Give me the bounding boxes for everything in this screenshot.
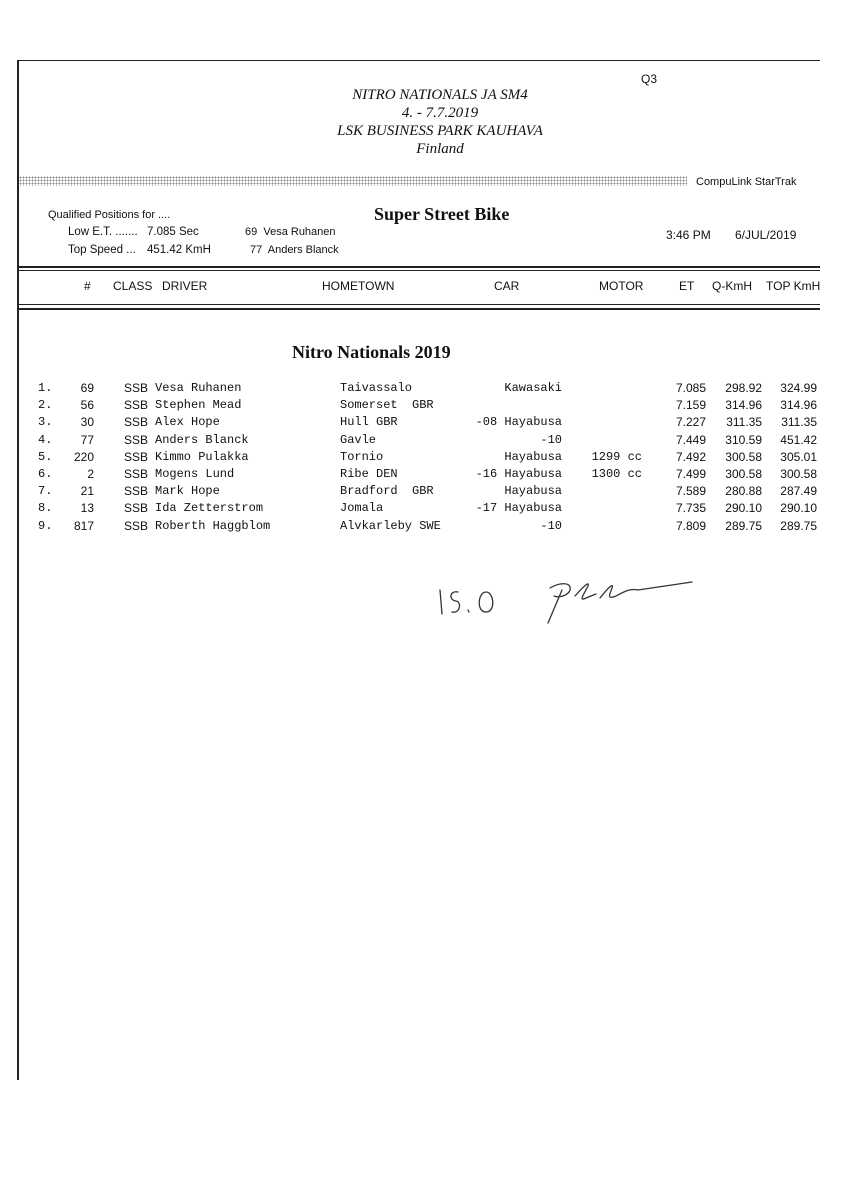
cell-q-kmh: 298.92 <box>725 381 762 395</box>
cell-top-kmh: 290.10 <box>780 501 817 516</box>
top-speed-driver: 77 Anders Blanck <box>250 244 339 256</box>
table-row <box>0 415 848 432</box>
cell-top-kmh: 300.58 <box>780 467 817 481</box>
col-header-car: CAR <box>494 279 520 293</box>
cell-driver: Kimmo Pulakka <box>155 449 249 464</box>
low-et-value: 7.085 Sec <box>147 226 199 238</box>
cell-number: 817 <box>73 518 94 533</box>
cell-class: SSB <box>124 432 149 447</box>
cell-et: 7.492 <box>675 449 706 464</box>
brand-label: CompuLink StarTrak <box>696 176 797 188</box>
cell-hometown: Alvkarleby SWE <box>340 518 441 533</box>
cell-number: 30 <box>80 415 94 430</box>
cell-class: SSB <box>124 501 149 516</box>
col-header-driver: DRIVER <box>162 279 208 293</box>
cell-hometown: Tornio <box>340 449 384 464</box>
cell-q-kmh: 314.96 <box>725 398 762 413</box>
cell-hometown: Gavle <box>340 432 377 447</box>
cell-hometown: Bradford GBR <box>340 484 434 499</box>
cell-number: 21 <box>80 484 94 499</box>
cell-et: 7.589 <box>675 484 706 499</box>
cell-class: SSB <box>124 467 149 481</box>
col-header-num: # <box>84 279 91 293</box>
report-time: 3:46 PM <box>666 228 711 242</box>
cell-car: -16 Hayabusa <box>475 467 562 481</box>
cell-position: 9. <box>38 518 53 533</box>
cell-motor: 1299 cc <box>591 449 642 464</box>
cell-driver: Anders Blanck <box>155 432 249 447</box>
top-speed-value: 451.42 KmH <box>147 244 211 256</box>
dotted-separator <box>19 176 687 186</box>
table-header-top-line-2 <box>19 270 820 271</box>
cell-et: 7.449 <box>675 432 706 447</box>
col-header-et: ET <box>679 279 695 293</box>
cell-number: 13 <box>80 501 94 516</box>
cell-top-kmh: 451.42 <box>780 432 817 447</box>
cell-top-kmh: 314.96 <box>780 398 817 413</box>
cell-class: SSB <box>124 449 149 464</box>
cell-motor: 1300 cc <box>591 467 642 481</box>
cell-car: -08 Hayabusa <box>475 415 562 430</box>
cell-driver: Roberth Haggblom <box>155 518 271 533</box>
event-country: Finland <box>416 141 464 157</box>
cell-position: 6. <box>38 467 53 481</box>
col-header-hometown: HOMETOWN <box>322 279 395 293</box>
handwritten-note: 19.50 <box>430 616 433 617</box>
cell-driver: Mogens Lund <box>155 467 235 481</box>
table-header-bottom-line <box>19 304 820 305</box>
cell-position: 8. <box>38 501 53 516</box>
cell-class: SSB <box>124 381 149 395</box>
cell-number: 220 <box>73 449 94 464</box>
cell-position: 2. <box>38 398 53 413</box>
event-venue: LSK BUSINESS PARK KAUHAVA <box>337 123 543 139</box>
cell-driver: Stephen Mead <box>155 398 242 413</box>
cell-top-kmh: 324.99 <box>780 381 817 395</box>
top-border-line <box>19 60 820 61</box>
cell-hometown: Hull GBR <box>340 415 398 430</box>
cell-q-kmh: 300.58 <box>725 449 762 464</box>
cell-car: Hayabusa <box>504 449 562 464</box>
cell-car: Kawasaki <box>504 381 562 395</box>
cell-hometown: Ribe DEN <box>340 467 398 481</box>
cell-q-kmh: 311.35 <box>726 415 762 430</box>
left-border-line <box>17 60 19 1080</box>
cell-position: 3. <box>38 415 53 430</box>
table-row <box>0 484 848 501</box>
cell-driver: Mark Hope <box>155 484 220 499</box>
cell-position: 1. <box>38 381 53 395</box>
cell-hometown: Jomala <box>340 501 384 516</box>
cell-et: 7.735 <box>675 501 706 516</box>
table-row <box>0 467 848 484</box>
cell-et: 7.085 <box>675 381 706 395</box>
cell-class: SSB <box>124 518 149 533</box>
cell-top-kmh: 289.75 <box>780 518 817 533</box>
cell-top-kmh: 287.49 <box>780 484 817 499</box>
cell-et: 7.809 <box>675 518 706 533</box>
table-row <box>0 381 848 398</box>
col-header-qkmh: Q-KmH <box>712 279 752 293</box>
col-header-motor: MOTOR <box>599 279 644 293</box>
table-row <box>0 501 848 518</box>
cell-class: SSB <box>124 484 149 499</box>
cell-hometown: Taivassalo <box>340 381 413 395</box>
cell-driver: Ida Zetterstrom <box>155 501 264 516</box>
qualified-label: Qualified Positions for .... <box>48 209 171 221</box>
cell-et: 7.499 <box>675 467 706 481</box>
table-row <box>0 398 848 415</box>
cell-car: -10 <box>540 432 562 447</box>
cell-position: 4. <box>38 432 53 447</box>
report-date: 6/JUL/2019 <box>735 228 797 242</box>
cell-position: 5. <box>38 449 53 464</box>
cell-top-kmh: 311.35 <box>781 415 817 430</box>
low-et-driver: 69 Vesa Ruhanen <box>245 226 336 238</box>
cell-number: 2 <box>87 467 94 481</box>
event-title: NITRO NATIONALS JA SM4 <box>352 87 528 103</box>
section-title: Nitro Nationals 2019 <box>292 342 451 362</box>
cell-q-kmh: 300.58 <box>725 467 762 481</box>
cell-hometown: Somerset GBR <box>340 398 434 413</box>
top-speed-label: Top Speed ... <box>68 244 136 256</box>
col-header-topkmh: TOP KmH <box>766 279 821 293</box>
cell-class: SSB <box>124 415 149 430</box>
cell-car: -10 <box>540 518 562 533</box>
cell-q-kmh: 280.88 <box>725 484 762 499</box>
cell-number: 77 <box>80 432 94 447</box>
cell-q-kmh: 310.59 <box>725 432 762 447</box>
cell-top-kmh: 305.01 <box>780 449 817 464</box>
cell-car: -17 Hayabusa <box>475 501 562 516</box>
col-header-class: CLASS <box>113 279 153 293</box>
table-row <box>0 519 848 536</box>
cell-class: SSB <box>124 398 149 413</box>
cell-position: 7. <box>38 484 53 499</box>
cell-q-kmh: 290.10 <box>725 501 762 516</box>
corner-tag: Q3 <box>641 72 658 86</box>
table-header-top-line <box>19 266 820 268</box>
table-row <box>0 433 848 450</box>
cell-q-kmh: 289.75 <box>725 518 762 533</box>
cell-car: Hayabusa <box>504 484 562 499</box>
cell-number: 69 <box>80 381 94 395</box>
table-header-bottom-line-2 <box>19 308 820 310</box>
class-title: Super Street Bike <box>374 204 510 224</box>
low-et-label: Low E.T. ....... <box>68 226 138 238</box>
cell-number: 56 <box>80 398 94 413</box>
table-row <box>0 450 848 467</box>
event-dates: 4. - 7.7.2019 <box>401 105 479 121</box>
cell-driver: Vesa Ruhanen <box>155 381 242 395</box>
cell-driver: Alex Hope <box>155 415 220 430</box>
cell-et: 7.159 <box>675 398 706 413</box>
cell-et: 7.227 <box>675 415 706 430</box>
handwritten-signature <box>430 568 720 628</box>
